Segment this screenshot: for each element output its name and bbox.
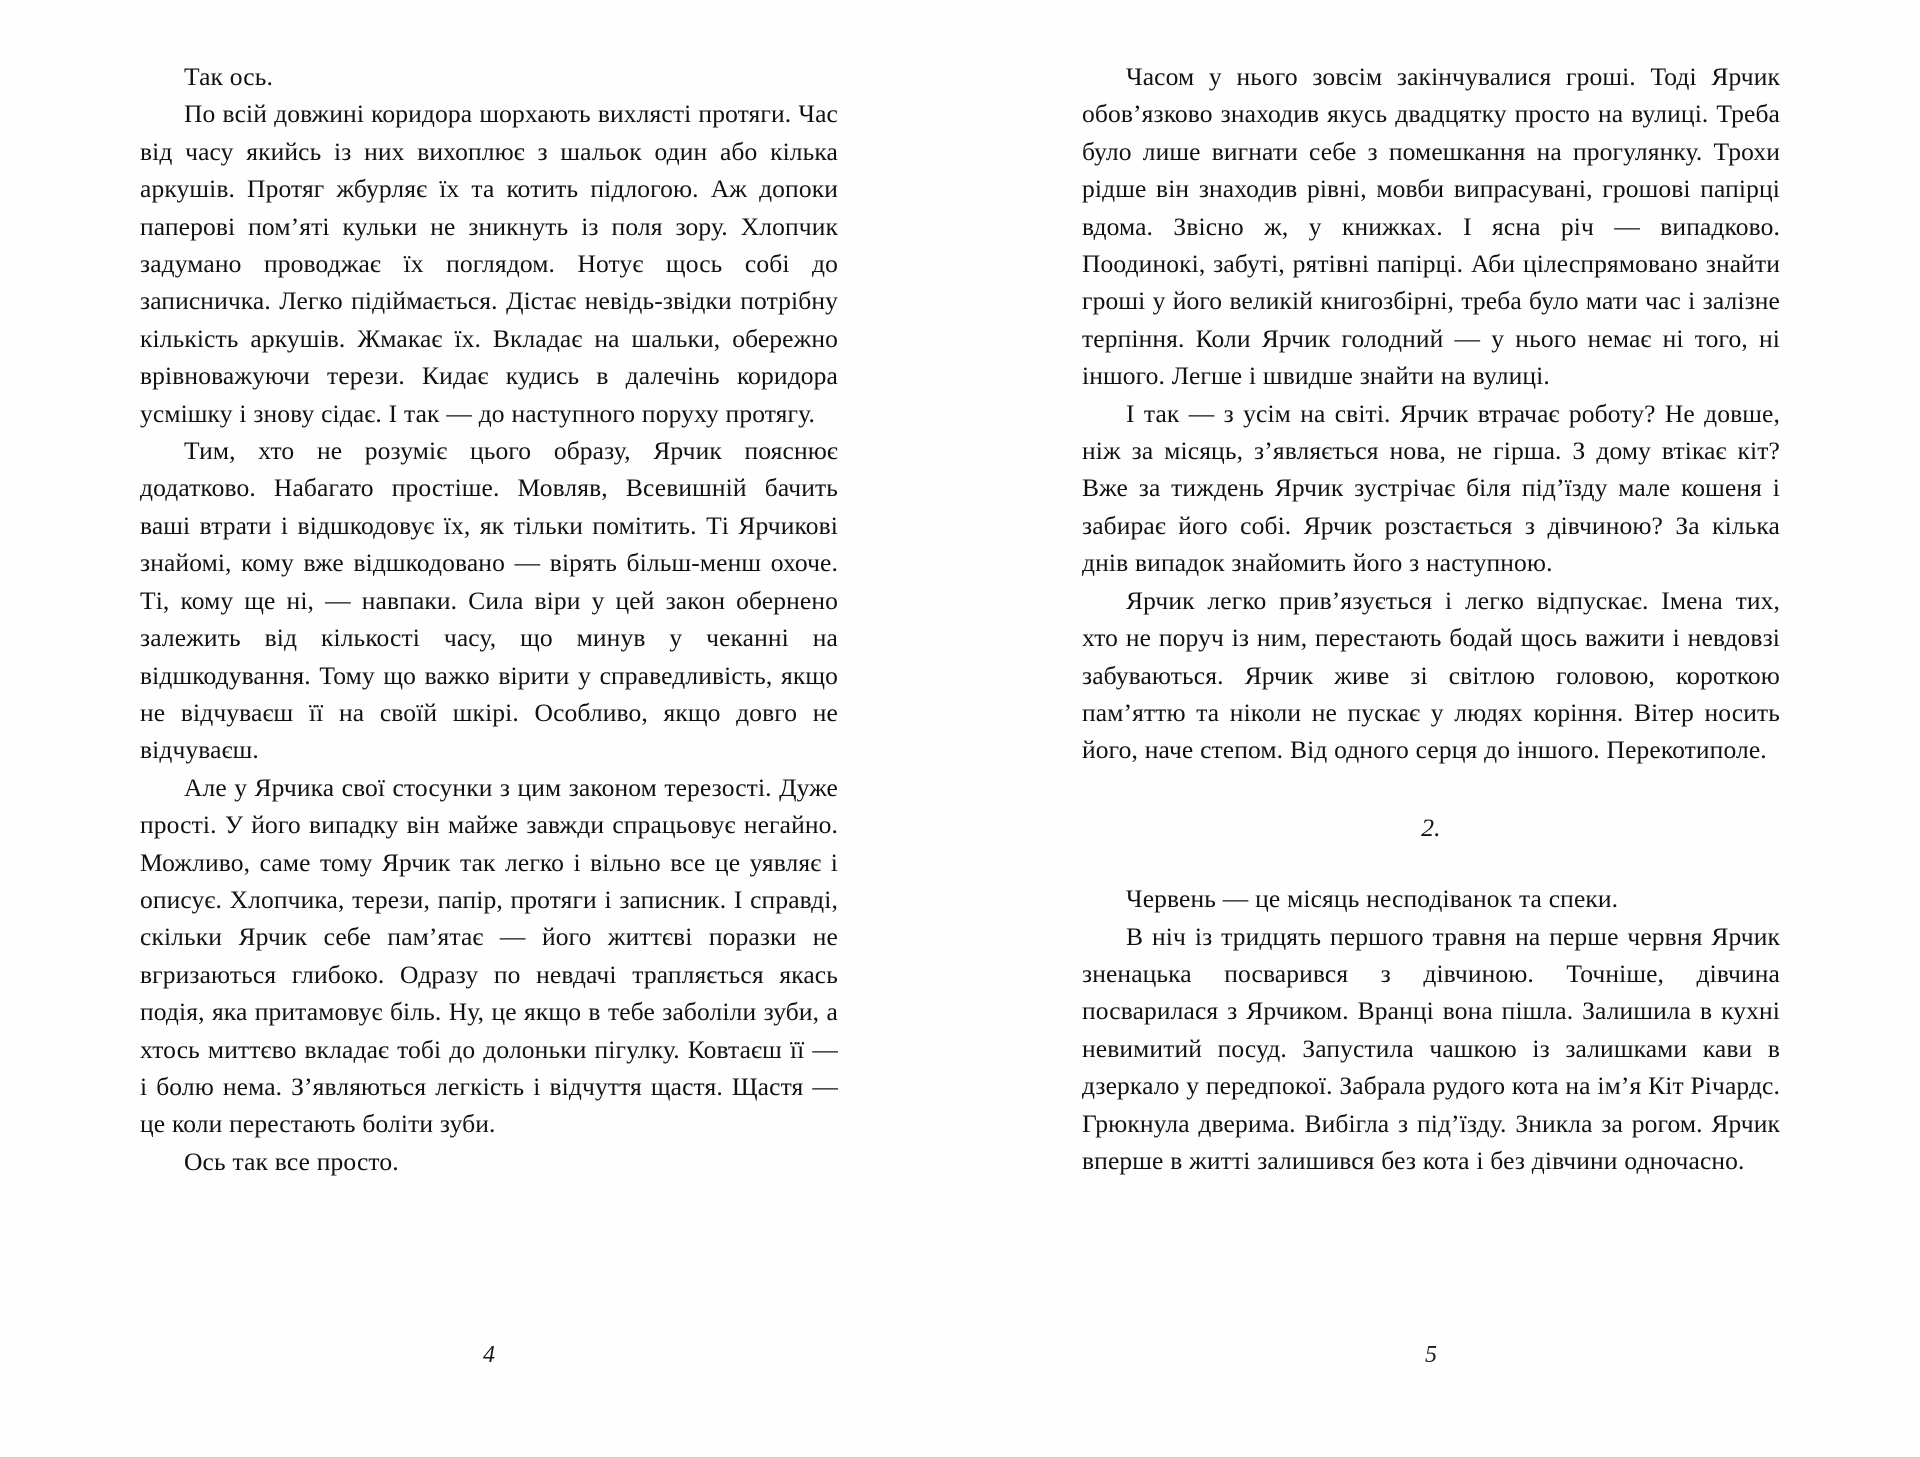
paragraph: Червень — це місяць несподіванок та спеки. [1126,884,1619,914]
page-number-left: 4 [483,1342,495,1368]
paragraph: І так — з усім на світі. Ярчик втрачає роботу? Не довше, ніж за місяць, з’являється нова, не гірша. З дому втікає кіт? Вже за тиждень Ярчик зустрічає біля під’їзду мале кошеня і забирає його собі. Ярчик розстається з дівчиною? За кілька днів випадок знайомить його з наступною. [1082,398,1780,578]
paragraph: Ярчик легко прив’язується і легко відпускає. Імена тих, хто не поруч із ним, перестають бодай щось важити і невдовзі забуваються. Ярчик живе зі світлою головою, короткою пам’яттю та ніколи не пускає у людях коріння. Вітер носить його, наче степом. Від одного серця до іншого. Перекотиполе. [1082,585,1780,765]
right-page-text-body [1082,58,1780,1179]
page-number-right: 5 [1425,1342,1437,1368]
paragraph: Але у Ярчика свої стосунки з цим законом терезості. Дуже прості. У його випадку він майже завжди спрацьовує негайно. Можливо, саме тому Ярчик так легко і вільно все це уявляє і описує. Хлопчика, терези, папір, протяги і записник. І справді, скільки Ярчик себе пам’ятає — його життєві поразки не вгризаються глибоко. Одразу по невдачі трапляється якась подія, яка притамовує біль. Ну, це якщо в тебе заболіли зуби, а хтось миттєво вкладає тобі до долоньки пігулку. Ковтаєш її — і болю нема. З’являються легкість і відчуття щастя. Щастя — це коли перестають боліти зуби. [140,772,838,1139]
paragraph: Часом у нього зовсім закінчувалися гроші. Тоді Ярчик обов’язково знаходив якусь двадцятку просто на вулиці. Треба було лише вигнати себе з помешкання на прогулянку. Трохи рідше він знаходив рівні, мовби випрасувані, грошові папірці вдома. Звісно ж, у книжках. І ясна річ — випадково. Поодинокі, забуті, рятівні папірці. Аби цілеспрямовано знайти гроші у його великій книгозбірні, треба було мати час і залізне терпіння. Коли Ярчик голодний — у нього немає ні того, ні іншого. Легше і швидше знайти на вулиці. [1082,62,1780,391]
paragraph: Тим, хто не розуміє цього образу, Ярчик пояснює додатково. Набагато простіше. Мовляв, Всевишній бачить ваші втрати і відшкодовує їх, як тільки помітить. Ті Ярчикові знайомі, кому вже відшкодовано — вірять більш-менш охоче. Ті, кому ще ні, — навпаки. Сила віри у цей закон обернено залежить від кількості часу, що минув у чеканні на відшкодування. Тому що важко вірити у справедливість, якщо не відчуваєш її на своїй шкірі. Особливо, якщо довго не відчуваєш. [140,436,838,765]
left-page-text-body [140,58,838,1180]
paragraph: По всій довжині коридора шорхають вихлясті протяги. Час від часу якийсь із них вихоплює з шальок один або кілька аркушів. Протяг жбурляє їх та котить підлогою. Аж допоки паперові пом’яті кульки не зникнуть із поля зору. Хлопчик задумано проводжає їх поглядом. Нотує щось собі до записничка. Легко підіймається. Дістає невідь-звідки потрібну кількість аркушів. Жмакає їх. Вкладає на шальки, обережно врівноважуючи терези. Кидає кудись в далечінь коридора усмішку і знову сідає. І так — до наступного поруху протягу. [140,99,838,428]
paragraph: В ніч із тридцять першого травня на перше червня Ярчик зненацька посварився з дівчиною. Точніше, дівчина посварилася з Ярчиком. Вранці вона пішла. Залишила в кухні невимитий посуд. Запустила чашкою із залишками кави в дзеркало у передпокої. Забрала рудого кота на ім’я Кіт Річардс. Грюкнула дверима. Вибігла з під’їзду. Зникла за рогом. Ярчик вперше в житті залишився без кота і без дівчини одночасно. [1082,921,1780,1175]
paragraph: Так ось. [184,62,274,91]
paragraph: Ось так все просто. [184,1146,399,1176]
page-right [960,0,1920,1457]
section-number: 2. [1421,812,1441,842]
